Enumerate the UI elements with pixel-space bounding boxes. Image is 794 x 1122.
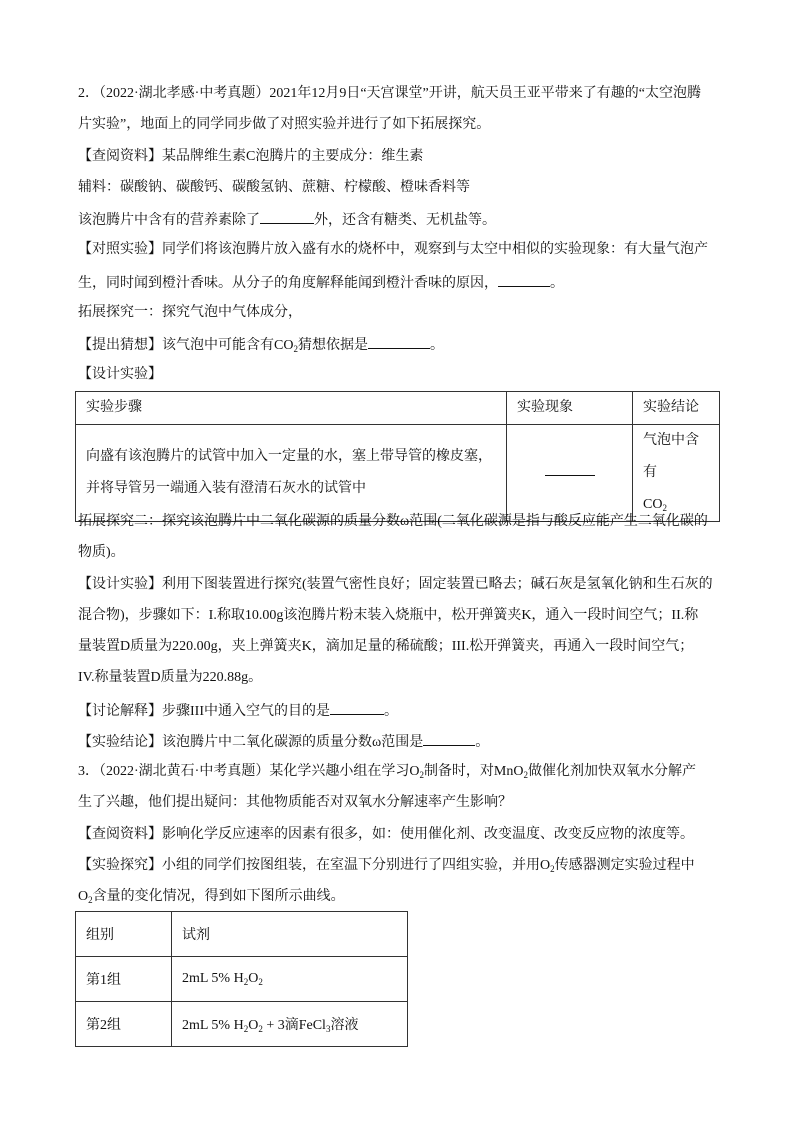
q3-line-4-b: 传感器测定实验过程中 — [554, 858, 695, 873]
q3-line-2: 生了兴趣，他们提出疑问：其他物质能否对双氧水分解速率产生影响？ — [78, 795, 512, 810]
table-header-cell: 实验结论 — [633, 392, 720, 425]
q2-line-5 — [78, 209, 496, 231]
q2-line-15: 量装置D质量为220.00g，夹上弹簧夹K，滴加足量的稀硫酸；III.松开弹簧夹，再通入一段时间空气； — [78, 639, 694, 654]
subscript: 2 — [293, 344, 298, 354]
q2-line-8: 拓展探究一：探究气泡中气体成分， — [78, 305, 302, 320]
subscript: 2 — [243, 1024, 249, 1034]
q3-line-1 — [78, 762, 696, 782]
q3-line-1-a: 3．（2022·湖北黄石·中考真题）某化学兴趣小组在学习O — [78, 764, 420, 779]
q3-line-3: 【查阅资料】影响化学反应速率的因素有很多，如：使用催化剂、改变温度、改变反应物的浓度等。 — [78, 827, 694, 842]
table-header-row — [76, 392, 720, 425]
reagent-text: O — [248, 971, 259, 986]
q2-line-9-b: 猜想依据是 — [297, 338, 368, 353]
answer-blank[interactable] — [330, 700, 384, 715]
subscript: 2 — [419, 770, 424, 780]
table-header-cell: 实验步骤 — [76, 392, 507, 425]
q2-line-9-c: 。 — [429, 338, 444, 353]
table-cell-phenomenon — [507, 425, 633, 522]
reagent-text: O — [248, 1018, 259, 1033]
reagent-table — [75, 911, 408, 1047]
formula-text: CO — [643, 497, 663, 512]
subscript: 2 — [523, 770, 528, 780]
q3-line-4 — [78, 856, 695, 876]
subscript: 2 — [258, 977, 263, 987]
q2-line-18-b: 。 — [475, 735, 490, 750]
experiment-table — [75, 391, 720, 522]
q2-line-11: 拓展探究二：探究该泡腾片中二氧化碳源的质量分数ω范围(二氧化碳源是指与酸反应能产生二氧化碳的 — [78, 514, 708, 529]
q2-line-17-a: 【讨论解释】步骤III中通入空气的目的是 — [78, 704, 330, 719]
q2-line-7-b: 。 — [550, 276, 564, 291]
conclusion-line-1: 气泡中含有 — [643, 433, 699, 480]
answer-blank[interactable] — [260, 209, 314, 224]
q2-line-13: 【设计实验】利用下图装置进行探究(装置气密性良好；固定装置已略去；碱石灰是氢氧化钠和生石灰的 — [78, 577, 713, 592]
q2-line-1: 2．（2022·湖北孝感·中考真题）2021年12月9日“天宫课堂”开讲，航天员王亚平带来了有趣的“太空泡腾 — [78, 86, 701, 101]
subscript: 2 — [662, 503, 667, 513]
reagent-text: 溶液 — [330, 1018, 359, 1033]
q2-line-12: 物质)。 — [78, 545, 125, 560]
q3-line-5-b: 含量的变化情况，得到如下图所示曲线。 — [92, 889, 345, 904]
table-row — [76, 1002, 408, 1047]
table-cell-reagent — [172, 1002, 408, 1047]
q2-line-5-a: 该泡腾片中含有的营养素除了 — [78, 213, 260, 228]
q3-line-5 — [78, 887, 345, 907]
q2-line-17 — [78, 700, 398, 722]
answer-blank[interactable] — [545, 461, 595, 476]
step-line-1: 向盛有该泡腾片的试管中加入一定量的水，塞上带导管的橡皮塞， — [86, 449, 492, 464]
subscript: 2 — [258, 1024, 263, 1034]
q2-line-17-b: 。 — [384, 704, 398, 719]
q2-line-18 — [78, 731, 489, 753]
table-row — [76, 957, 408, 1002]
reagent-text: + 3滴FeCl — [262, 1018, 326, 1033]
step-line-2: 并将导管另一端通入装有澄清石灰水的试管中 — [86, 481, 366, 496]
q2-line-10: 【设计实验】 — [78, 367, 162, 382]
q2-line-4: 辅料：碳酸钠、碳酸钙、碳酸氢钠、蔗糖、柠檬酸、橙味香料等 — [78, 180, 470, 195]
subscript: 2 — [550, 864, 555, 874]
q2-line-16: IV.称量装置D质量为220.88g。 — [78, 670, 263, 685]
q2-line-14: 混合物)，步骤如下：I.称取10.00g该泡腾片粉末装入烧瓶中，松开弹簧夹K，通入一段时间空气；II.称 — [78, 608, 699, 623]
q3-line-4-a: 【实验探究】小组的同学们按图组装，在室温下分别进行了四组实验，并用O — [78, 858, 551, 873]
subscript: 2 — [88, 895, 93, 905]
table-cell-reagent — [172, 957, 408, 1002]
q2-line-7-a: 生，同时闻到橙汁香味。从分子的角度解释能闻到橙汁香味的原因， — [78, 276, 498, 291]
table-cell-step — [76, 425, 507, 522]
q2-line-2: 片实验”，地面上的同学同步做了对照实验并进行了如下拓展探究。 — [78, 117, 491, 132]
q2-line-9 — [78, 334, 444, 356]
reagent-text: 2mL 5% H — [182, 971, 244, 986]
table-header-cell: 组别 — [76, 912, 172, 957]
answer-blank[interactable] — [423, 731, 475, 746]
table-row — [76, 425, 720, 522]
table-cell-group: 第2组 — [76, 1002, 172, 1047]
table-header-cell: 试剂 — [172, 912, 408, 957]
reagent-text: 2mL 5% H — [182, 1018, 244, 1033]
table-cell-group: 第1组 — [76, 957, 172, 1002]
table-header-cell: 实验现象 — [507, 392, 633, 425]
q2-line-3: 【查阅资料】某品牌维生素C泡腾片的主要成分：维生素 — [78, 149, 424, 164]
q2-line-9-a: 【提出猜想】该气泡中可能含有CO — [78, 338, 294, 353]
q2-line-7 — [78, 272, 564, 294]
q2-line-18-a: 【实验结论】该泡腾片中二氧化碳源的质量分数ω范围是 — [78, 735, 424, 750]
answer-blank[interactable] — [498, 272, 550, 287]
table-header-row — [76, 912, 408, 957]
q3-line-1-b: 制备时，对MnO — [423, 764, 524, 779]
answer-blank[interactable] — [368, 334, 430, 349]
subscript: 2 — [243, 977, 249, 987]
q3-line-5-a: O — [78, 889, 89, 904]
subscript: 3 — [325, 1024, 331, 1034]
table-cell-conclusion — [633, 425, 720, 522]
q2-line-5-b: 外，还含有糖类、无机盐等。 — [314, 213, 496, 228]
q2-line-6: 【对照实验】同学们将该泡腾片放入盛有水的烧杯中，观察到与太空中相似的实验现象：有大量气泡产 — [78, 242, 708, 257]
q3-line-1-c: 做催化剂加快双氧水分解产 — [528, 764, 696, 779]
